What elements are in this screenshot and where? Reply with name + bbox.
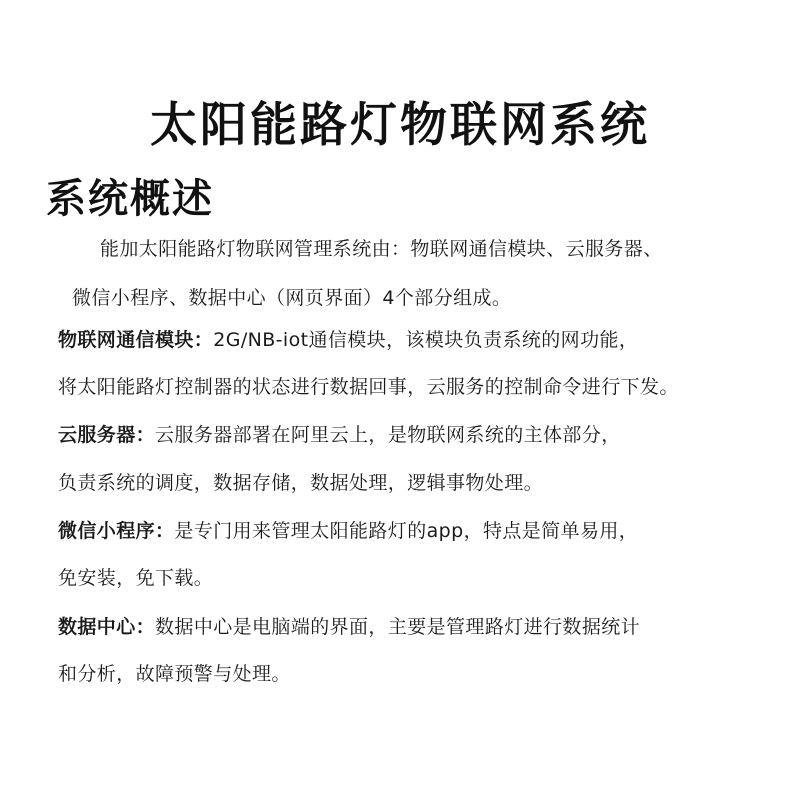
item-data-center-label: 数据中心： — [58, 616, 156, 638]
item-cloud-server-text: 云服务器部署在阿里云上，是物联网系统的主体部分， — [155, 424, 621, 446]
item-mini-program-line-1 — [58, 517, 638, 545]
item-data-center-line-2: 和分析，故障预警与处理。 — [58, 663, 291, 685]
intro-line-1: 能加太阳能路灯物联网管理系统由：物联网通信模块、云服务器、 — [100, 238, 663, 260]
item-data-center-text: 数据中心是电脑端的界面，主要是管理路灯进行数据统计 — [155, 616, 641, 638]
section-heading: 系统概述 — [46, 176, 214, 222]
item-iot-module-text: 2G/NB-iot通信模块，该模块负责系统的网功能， — [213, 329, 639, 351]
item-mini-program-text: 是专门用来管理太阳能路灯的app，特点是简单易用， — [174, 520, 639, 542]
intro-line-2: 微信小程序、数据中心（网页界面）4个部分组成。 — [72, 287, 512, 309]
page-title: 太阳能路灯物联网系统 — [150, 98, 650, 153]
item-data-center-line-1 — [58, 613, 640, 641]
item-cloud-server-line-2: 负责系统的调度，数据存储，数据处理，逻辑事物处理。 — [58, 472, 544, 494]
item-mini-program-line-2: 免安装，免下载。 — [58, 567, 214, 589]
item-iot-module-line-1 — [58, 326, 638, 354]
item-mini-program-label: 微信小程序： — [58, 520, 175, 542]
item-cloud-server-line-1 — [58, 421, 621, 449]
item-iot-module-label: 物联网通信模块： — [58, 329, 214, 351]
item-cloud-server-label: 云服务器： — [58, 424, 156, 446]
item-iot-module-line-2: 将太阳能路灯控制器的状态进行数据回事，云服务的控制命令进行下发。 — [58, 376, 679, 398]
